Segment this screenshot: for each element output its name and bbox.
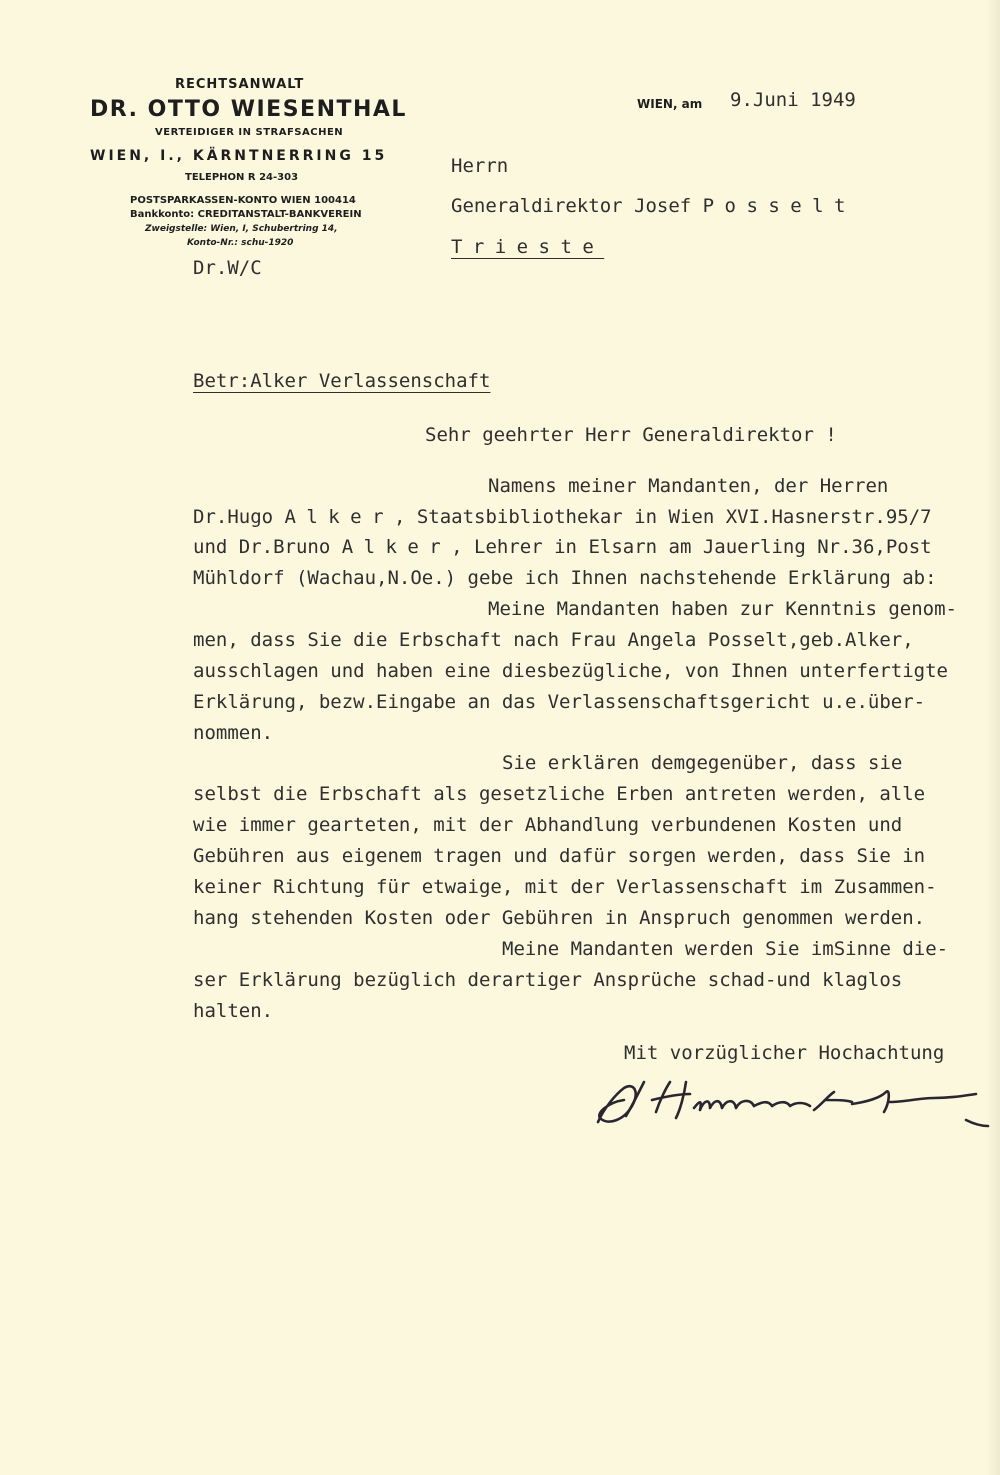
recipient-surname: Posselt xyxy=(702,195,856,217)
body-line xyxy=(193,536,932,558)
subject-line: Betr:Alker Verlassenschaft xyxy=(193,370,491,392)
recipient-salutation: Herrn xyxy=(451,155,509,177)
body-line: ausschlagen und haben eine diesbezügliche, von Ihnen unterfertigte xyxy=(193,660,948,682)
recipient-city: Trieste xyxy=(451,236,605,258)
letterhead-specialty: VERTEIDIGER IN STRAFSACHEN xyxy=(155,127,344,138)
body-fragment: , Lehrer in Elsarn am Jauerling Nr.36,Post xyxy=(451,536,932,558)
letterhead-bank: Bankkonto: CREDITANSTALT-BANKVEREIN xyxy=(130,209,362,220)
body-fragment: , Staatsbibliothekar in Wien XVI.Hasnerstr.95/7 xyxy=(393,506,932,528)
body-line: Meine Mandanten haben zur Kenntnis genom- xyxy=(488,598,957,620)
body-fragment: Dr.Hugo xyxy=(193,506,285,528)
body-line: nommen. xyxy=(193,722,274,744)
place-label: WIEN, am xyxy=(637,97,703,111)
letterhead-address: WIEN, I., KÄRNTNERRING 15 xyxy=(90,148,388,164)
body-line: Meine Mandanten werden Sie imSinne die- xyxy=(502,938,949,960)
paper-edge-shadow xyxy=(986,0,1000,1475)
letterhead-postal-account: POSTSPARKASSEN-KONTO WIEN 100414 xyxy=(130,195,356,206)
handwritten-signature xyxy=(590,1072,990,1142)
body-line: Mühldorf (Wachau,N.Oe.) gebe ich Ihnen nachstehende Erklärung ab: xyxy=(193,567,937,589)
reference-code: Dr.W/C xyxy=(193,257,262,279)
letterhead-phone: TELEPHON R 24-303 xyxy=(185,172,299,183)
body-line: wie immer gearteten, mit der Abhandlung verbundenen Kosten und xyxy=(193,814,903,836)
body-line: keiner Richtung für etwaige, mit der Verlassenschaft im Zusammen- xyxy=(193,876,937,898)
body-line: men, dass Sie die Erbschaft nach Frau Angela Posselt,geb.Alker, xyxy=(193,629,914,651)
body-line: Gebühren aus eigenem tragen und dafür sorgen werden, dass Sie in xyxy=(193,845,926,867)
body-line: halten. xyxy=(193,1000,274,1022)
body-line: ser Erklärung bezüglich derartiger Ansprüche schad-und klaglos xyxy=(193,969,903,991)
greeting: Sehr geehrter Herr Generaldirektor ! xyxy=(425,424,837,446)
closing-formula: Mit vorzüglicher Hochachtung xyxy=(624,1042,945,1064)
letterhead-account-no: Konto-Nr.: schu-1920 xyxy=(187,238,294,248)
body-line: selbst die Erbschaft als gesetzliche Erben antreten werden, alle xyxy=(193,783,926,805)
body-fragment: und Dr.Bruno xyxy=(193,536,342,558)
letter-date: 9.Juni 1949 xyxy=(730,89,856,111)
body-line: Namens meiner Mandanten, der Herren xyxy=(488,475,889,497)
body-line: Erklärung, bezw.Eingabe an das Verlassenschaftsgericht u.e.über- xyxy=(193,691,926,713)
letterhead-branch: Zweigstelle: Wien, I, Schubertring 14, xyxy=(145,224,338,234)
client-surname: Alker xyxy=(341,536,452,558)
recipient-title-name: Generaldirektor Josef xyxy=(451,195,703,217)
recipient-name-line xyxy=(451,195,856,217)
letterhead-profession: RECHTSANWALT xyxy=(175,77,305,92)
body-line xyxy=(193,506,932,528)
client-surname: Alker xyxy=(284,506,394,528)
body-line: hang stehenden Kosten oder Gebühren in Anspruch genommen werden. xyxy=(193,907,926,929)
body-line: Sie erklären demgegenüber, dass sie xyxy=(502,752,903,774)
letterhead-name: DR. OTTO WIESENTHAL xyxy=(90,97,407,122)
